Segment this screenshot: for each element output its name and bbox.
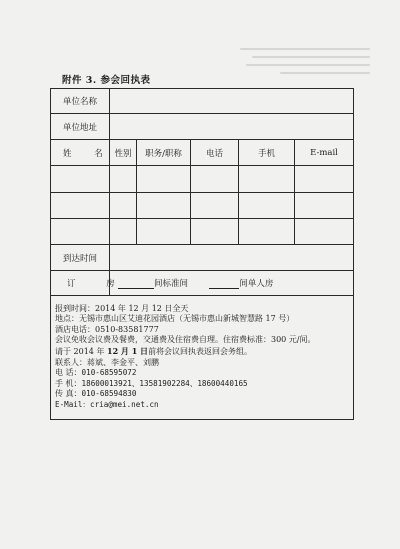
header-name: 姓 名 (51, 140, 110, 166)
fax-line (55, 389, 348, 400)
attendee-cell[interactable] (51, 193, 110, 219)
attendee-cell[interactable] (239, 166, 295, 193)
venue: 地点：无锡市惠山区艾迪花园酒店（无锡市惠山新城智慧路 17 号） (55, 314, 295, 324)
contacts: 联系人：蒋斌、李金平、刘鹏 (55, 357, 159, 367)
mobile-label: 手 机： (55, 378, 82, 388)
arrival-row (51, 245, 354, 271)
attendee-row (51, 219, 354, 245)
unit-name-field[interactable] (110, 89, 354, 114)
receipt-form-table (50, 88, 354, 420)
meeting-info (51, 296, 354, 420)
bleed-through-line (252, 56, 370, 58)
booking-label: 订 房 (51, 271, 110, 296)
unit-name-label: 单位名称 (51, 89, 110, 114)
mobile-numbers: 18600013921、13581902284、18600440165 (81, 378, 248, 388)
standard-room-text: 间标准间 (154, 279, 189, 289)
attendee-cell[interactable] (239, 219, 295, 245)
info-row (51, 296, 354, 420)
email-label: E-Mail： (55, 399, 91, 409)
bleed-through-line (280, 72, 370, 74)
arrival-label: 到达时间 (51, 245, 110, 271)
mobile-line (55, 379, 348, 390)
attendee-cell[interactable] (191, 166, 239, 193)
attendee-cell[interactable] (137, 193, 191, 219)
header-email: E-mail (295, 140, 354, 166)
bleed-through-line (240, 48, 370, 50)
deadline-prefix: 请于 2014 年 (55, 346, 107, 356)
email-address: cria@mei.net.cn (90, 399, 159, 409)
attendee-cell[interactable] (295, 193, 354, 219)
unit-address-field[interactable] (110, 114, 354, 140)
tel-label: 电 话： (55, 368, 82, 378)
deadline-date: 12 月 1 日 (107, 345, 149, 356)
header-position: 职务/职称 (137, 140, 191, 166)
deadline-suffix: 前将会议回执表返回会务组。 (148, 346, 253, 356)
deadline-note (55, 346, 348, 358)
attendee-cell[interactable] (191, 219, 239, 245)
bleed-through-line (246, 64, 370, 66)
register-time: 报到时间：2014 年 12 月 12 日全天 (55, 303, 189, 313)
tel-number: 010-68595072 (81, 368, 137, 378)
attendee-cell[interactable] (51, 166, 110, 193)
attendee-cell[interactable] (110, 166, 137, 193)
header-phone: 电话 (191, 140, 239, 166)
attendee-cell[interactable] (51, 219, 110, 245)
tel-line (55, 368, 348, 379)
attendee-cell[interactable] (239, 193, 295, 219)
form-title: 附件 3. 参会回执表 (62, 75, 151, 86)
booking-row (51, 271, 354, 296)
header-mobile: 手机 (239, 140, 295, 166)
email-line (55, 400, 348, 411)
attendee-header-row (51, 140, 354, 166)
unit-address-label: 单位地址 (51, 114, 110, 140)
attendee-row (51, 166, 354, 193)
standard-room-count-blank[interactable] (118, 288, 154, 289)
unit-address-row (51, 114, 354, 140)
attendee-cell[interactable] (110, 219, 137, 245)
fee-note: 会议免收会议费及餐费，交通费及住宿费自理。住宿费标准：300 元/间。 (55, 335, 316, 345)
fax-label: 传 真： (55, 389, 82, 399)
fax-number: 010-68594830 (81, 389, 137, 399)
attendee-row (51, 193, 354, 219)
attendee-cell[interactable] (191, 193, 239, 219)
attendee-cell[interactable] (295, 166, 354, 193)
single-room-count-blank[interactable] (209, 288, 239, 289)
header-gender: 性别 (110, 140, 137, 166)
attendee-cell[interactable] (295, 219, 354, 245)
attendee-cell[interactable] (137, 166, 191, 193)
arrival-field[interactable] (110, 245, 354, 271)
attendee-cell[interactable] (137, 219, 191, 245)
attendee-cell[interactable] (110, 193, 137, 219)
unit-name-row (51, 89, 354, 114)
single-room-text: 间单人房 (239, 279, 274, 289)
hotel-phone: 酒店电话：0510-83581777 (55, 324, 159, 334)
